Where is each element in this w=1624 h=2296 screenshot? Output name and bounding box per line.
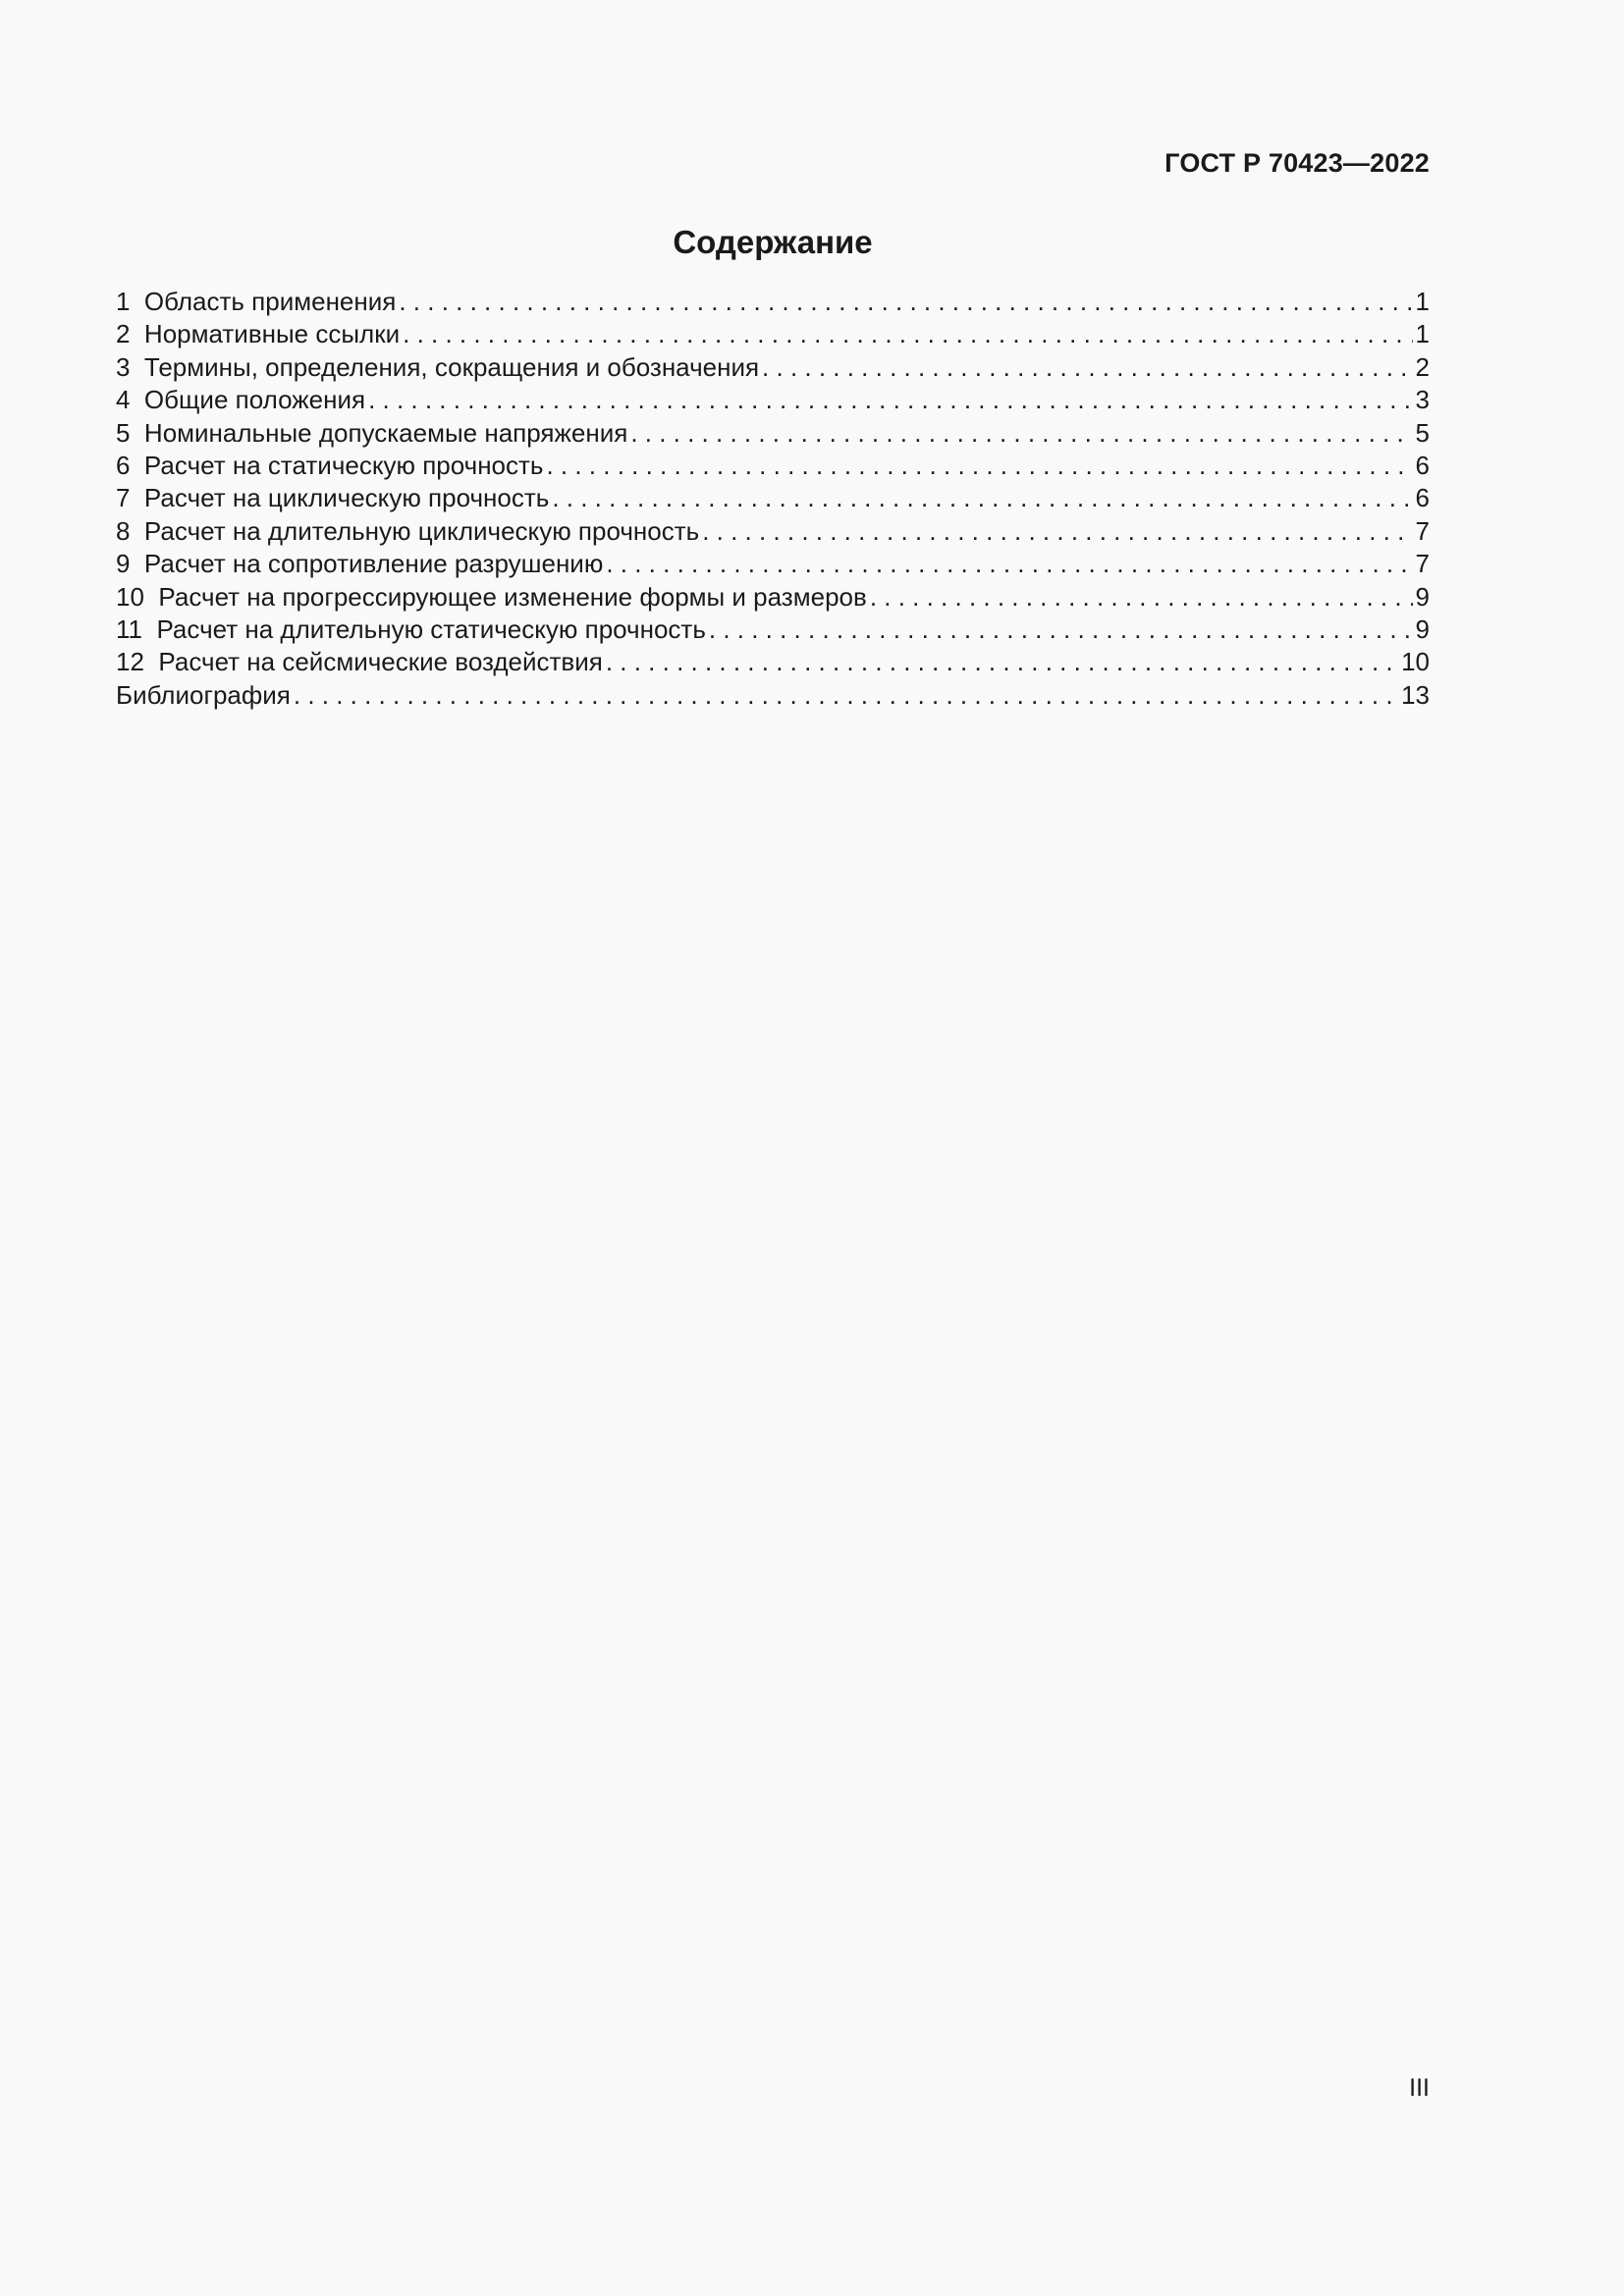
toc-leader-dots <box>762 352 1412 383</box>
table-of-contents <box>116 287 1430 713</box>
toc-entry[interactable] <box>116 582 1430 614</box>
toc-entry-page: 6 <box>1415 483 1430 513</box>
toc-entry-page: 9 <box>1415 614 1430 644</box>
toc-entry-number: 10 <box>116 581 144 612</box>
toc-entry-number: 6 <box>116 450 131 480</box>
toc-leader-dots <box>546 451 1412 481</box>
toc-entry-number: 8 <box>116 515 131 546</box>
toc-leader-dots <box>709 614 1413 645</box>
toc-leader-dots <box>368 385 1412 415</box>
toc-entry-title: Расчет на циклическую прочность <box>143 483 550 513</box>
toc-entry-page: 2 <box>1415 351 1430 382</box>
toc-entry-page: 10 <box>1401 647 1430 677</box>
toc-entry-number: 12 <box>116 647 144 677</box>
toc-entry-title: Расчет на длительную циклическую прочность <box>143 515 700 546</box>
toc-entry[interactable] <box>116 549 1430 581</box>
toc-entry-title: Нормативные ссылки <box>143 319 401 349</box>
toc-entry-title: Расчет на сопротивление разрушению <box>143 549 604 579</box>
toc-leader-dots <box>403 319 1412 349</box>
toc-entry-title: Расчет на сейсмические воздействия <box>158 647 603 677</box>
toc-entry-title: Расчет на статическую прочность <box>143 450 544 480</box>
toc-entry-title: Расчет на прогрессирующее изменение формы и размеров <box>158 581 867 612</box>
toc-entry[interactable] <box>116 418 1430 451</box>
toc-leader-dots <box>552 483 1412 513</box>
document-code: ГОСТ Р 70423—2022 <box>1164 148 1430 178</box>
toc-entry-page: 6 <box>1415 450 1430 480</box>
toc-entry-page: 9 <box>1415 581 1430 612</box>
toc-entry-number: 3 <box>116 351 131 382</box>
toc-entry-number: 1 <box>116 287 131 316</box>
page-number: III <box>1409 2074 1430 2102</box>
toc-entry-title: Область применения <box>143 287 397 316</box>
toc-entry-number: 2 <box>116 319 131 349</box>
toc-entry-page: 1 <box>1415 319 1430 349</box>
toc-title: Содержание <box>673 224 873 260</box>
toc-entry[interactable] <box>116 451 1430 483</box>
toc-entry-title: Общие положения <box>143 385 366 415</box>
toc-entry[interactable] <box>116 647 1430 679</box>
toc-entry-page: 5 <box>1415 417 1430 448</box>
toc-entry-page: 7 <box>1415 549 1430 579</box>
toc-entry-number: 7 <box>116 483 131 513</box>
toc-leader-dots <box>630 418 1412 449</box>
toc-entry-page: 3 <box>1415 385 1430 415</box>
toc-leader-dots <box>294 680 1398 711</box>
toc-entry-number: 11 <box>116 614 142 644</box>
toc-entry[interactable] <box>116 483 1430 515</box>
toc-entry[interactable] <box>116 287 1430 319</box>
toc-entry[interactable] <box>116 614 1430 647</box>
toc-entry-number: 9 <box>116 549 131 579</box>
toc-entry[interactable] <box>116 385 1430 417</box>
toc-entry-page: 7 <box>1415 515 1430 546</box>
toc-entry-title: Номинальные допускаемые напряжения <box>143 417 628 448</box>
toc-leader-dots <box>606 549 1412 579</box>
toc-leader-dots <box>606 647 1398 677</box>
toc-entry[interactable] <box>116 319 1430 351</box>
toc-leader-dots <box>702 516 1412 547</box>
toc-entry-number: 5 <box>116 417 131 448</box>
toc-entry-title: Расчет на длительную статическую прочность <box>156 614 706 644</box>
toc-entry-page: 1 <box>1415 287 1430 316</box>
toc-entry[interactable] <box>116 516 1430 549</box>
toc-leader-dots <box>399 287 1412 317</box>
toc-entry-title: Библиография <box>116 679 291 710</box>
toc-leader-dots <box>870 582 1413 613</box>
toc-entry-page: 13 <box>1401 679 1430 710</box>
toc-entry-number: 4 <box>116 385 131 415</box>
toc-entry-bibliography[interactable] <box>116 680 1430 713</box>
toc-entry[interactable] <box>116 352 1430 385</box>
toc-entry-title: Термины, определения, сокращения и обозначения <box>143 351 760 382</box>
